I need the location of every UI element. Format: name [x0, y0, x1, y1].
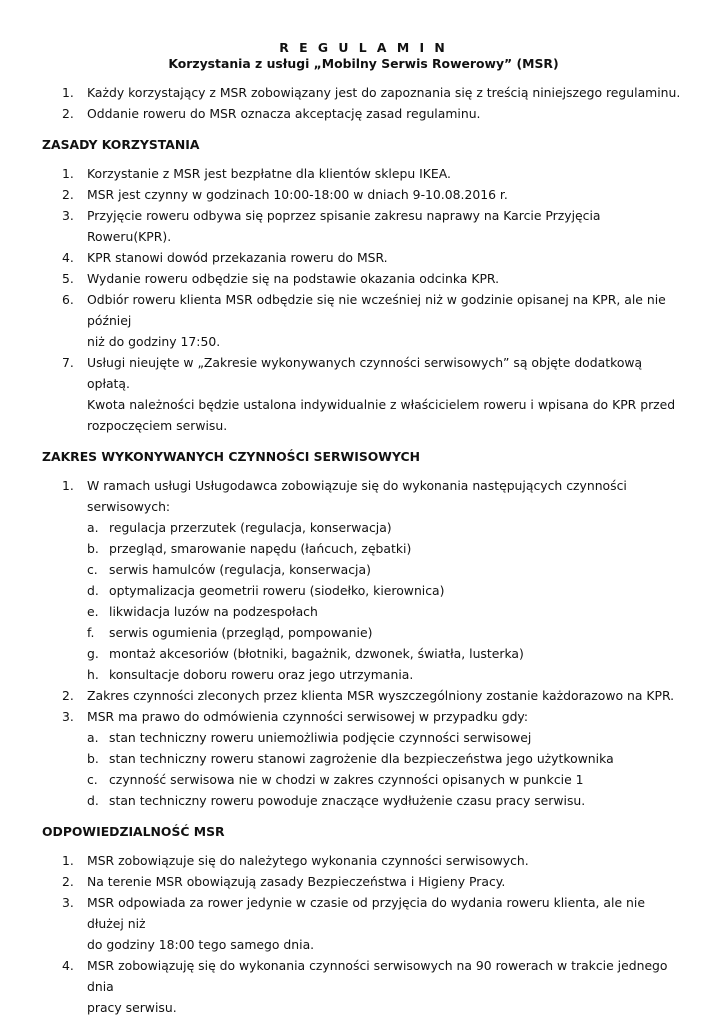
item-number: 3.: [62, 895, 74, 910]
item-number: 3.: [62, 709, 74, 724]
item-letter: h.: [87, 667, 99, 682]
item-text: Wydanie roweru odbędzie się na podstawie okazania odcinka KPR.: [87, 271, 500, 286]
list-item: [42, 205, 685, 247]
item-text-line: niż do godziny 17:50.: [87, 334, 221, 349]
item-text: stan techniczny roweru stanowi zagrożenie dla bezpieczeństwa jego użytkownika: [109, 751, 614, 766]
item-number: 7.: [62, 355, 74, 370]
item-letter: e.: [87, 604, 99, 619]
sublist-item: [87, 664, 685, 685]
sublist-item: [87, 643, 685, 664]
item-text: serwis hamulców (regulacja, konserwacja): [109, 562, 371, 577]
item-letter: c.: [87, 772, 98, 787]
item-text: stan techniczny roweru powoduje znaczące wydłużenie czasu pracy serwisu.: [109, 793, 586, 808]
list-item: [42, 706, 685, 811]
item-text: W ramach usługi Usługodawca zobowiązuje się do wykonania następujących czynności serwisowych:: [87, 478, 627, 514]
item-text-line: Odbiór roweru klienta MSR odbędzie się nie wcześniej niż w godzinie opisanej na KPR, ale nie później: [87, 292, 666, 328]
item-number: 5.: [62, 271, 74, 286]
list-item: [42, 82, 685, 103]
item-text-line: Usługi nieujęte w „Zakresie wykonywanych czynności serwisowych” są objęte dodatkową opłatą.: [87, 355, 643, 391]
zakres-list: [42, 475, 685, 811]
sublist-item: [87, 559, 685, 580]
odpowiedzialnosc-list: [42, 850, 685, 1018]
list-item: [42, 103, 685, 124]
item-letter: f.: [87, 625, 95, 640]
list-item: [42, 892, 685, 955]
sublist-item: [87, 790, 685, 811]
section-heading-zakres: ZAKRES WYKONYWANYCH CZYNNOŚCI SERWISOWYCH: [42, 449, 420, 464]
item-letter: a.: [87, 520, 99, 535]
item-number: 2.: [62, 688, 74, 703]
sublist-item: [87, 622, 685, 643]
item-text: MSR jest czynny w godzinach 10:00-18:00 w dniach 9-10.08.2016 r.: [87, 187, 508, 202]
item-text: optymalizacja geometrii roweru (siodełko, kierownica): [109, 583, 445, 598]
item-text: Na terenie MSR obowiązują zasady Bezpieczeństwa i Higieny Pracy.: [87, 874, 506, 889]
item-letter: g.: [87, 646, 99, 661]
sublist-item: [87, 727, 685, 748]
item-text: Korzystanie z MSR jest bezpłatne dla klientów sklepu IKEA.: [87, 166, 451, 181]
item-text: przegląd, smarowanie napędu (łańcuch, zębatki): [109, 541, 412, 556]
item-text-line: MSR odpowiada za rower jedynie w czasie od przyjęcia do wydania roweru klienta, ale nie dłużej niż: [87, 895, 645, 931]
item-text: montaż akcesoriów (błotniki, bagażnik, dzwonek, światła, lusterka): [109, 646, 524, 661]
item-text-line: do godziny 18:00 tego samego dnia.: [87, 937, 315, 952]
sublist-item: [87, 769, 685, 790]
item-text: MSR zobowiązuje się do należytego wykonania czynności serwisowych.: [87, 853, 529, 868]
item-number: 1.: [62, 478, 74, 493]
refusal-sublist: [87, 727, 685, 811]
list-item: [42, 184, 685, 205]
item-text: Oddanie roweru do MSR oznacza akceptację zasad regulaminu.: [87, 106, 481, 121]
item-letter: a.: [87, 730, 99, 745]
item-text: stan techniczny roweru uniemożliwia podjęcie czynności serwisowej: [109, 730, 532, 745]
item-number: 2.: [62, 874, 74, 889]
section-heading-odpowiedzialnosc: ODPOWIEDZIALNOŚĆ MSR: [42, 824, 225, 839]
list-item: [42, 163, 685, 184]
item-number: 2.: [62, 187, 74, 202]
sublist-item: [87, 517, 685, 538]
list-item: [42, 685, 685, 706]
list-item: [42, 289, 685, 352]
item-letter: d.: [87, 583, 99, 598]
item-text: KPR stanowi dowód przekazania roweru do MSR.: [87, 250, 388, 265]
item-text-line: Kwota należności będzie ustalona indywidualnie z właścicielem roweru i wpisana do KPR przed: [87, 397, 676, 412]
item-number: 4.: [62, 250, 74, 265]
item-number: 4.: [62, 958, 74, 973]
item-number: 1.: [62, 853, 74, 868]
section-heading-zasady: ZASADY KORZYSTANIA: [42, 137, 200, 152]
item-text: likwidacja luzów na podzespołach: [109, 604, 318, 619]
list-item: [42, 268, 685, 289]
sublist-item: [87, 580, 685, 601]
item-number: 3.: [62, 208, 74, 223]
sublist-item: [87, 538, 685, 559]
item-text: czynność serwisowa nie w chodzi w zakres czynności opisanych w punkcie 1: [109, 772, 584, 787]
item-text: konsultacje doboru roweru oraz jego utrzymania.: [109, 667, 414, 682]
list-item: [42, 871, 685, 892]
item-text: serwis ogumienia (przegląd, pompowanie): [109, 625, 373, 640]
services-sublist: [87, 517, 685, 685]
document-subtitle: Korzystania z usługi „Mobilny Serwis Rowerowy” (MSR): [168, 56, 559, 71]
item-letter: c.: [87, 562, 98, 577]
zasady-list: [42, 163, 685, 436]
list-item: [42, 352, 685, 436]
item-text-line: rozpoczęciem serwisu.: [87, 418, 228, 433]
item-text: regulacja przerzutek (regulacja, konserwacja): [109, 520, 392, 535]
item-text-line: MSR zobowiązuję się do wykonania czynności serwisowych na 90 rowerach w trakcie jednego dnia: [87, 958, 668, 994]
list-item: [42, 247, 685, 268]
item-letter: b.: [87, 751, 99, 766]
item-letter: b.: [87, 541, 99, 556]
item-number: 1.: [62, 85, 74, 100]
item-text: Każdy korzystający z MSR zobowiązany jest do zapoznania się z treścią niniejszego regulaminu.: [87, 85, 681, 100]
item-number: 2.: [62, 106, 74, 121]
item-text-line: pracy serwisu.: [87, 1000, 177, 1015]
intro-list: [42, 82, 685, 124]
list-item: [42, 955, 685, 1018]
item-text: Zakres czynności zleconych przez klienta MSR wyszczególniony zostanie każdorazowo na KPR.: [87, 688, 675, 703]
sublist-item: [87, 748, 685, 769]
list-item: [42, 850, 685, 871]
item-letter: d.: [87, 793, 99, 808]
item-number: 1.: [62, 166, 74, 181]
item-text: MSR ma prawo do odmówienia czynności serwisowej w przypadku gdy:: [87, 709, 529, 724]
item-text: Przyjęcie roweru odbywa się poprzez spisanie zakresu naprawy na Karcie Przyjęcia Roweru(KPR).: [87, 208, 601, 244]
document-title: R E G U L A M I N: [279, 40, 448, 55]
sublist-item: [87, 601, 685, 622]
item-number: 6.: [62, 292, 74, 307]
list-item: [42, 475, 685, 685]
